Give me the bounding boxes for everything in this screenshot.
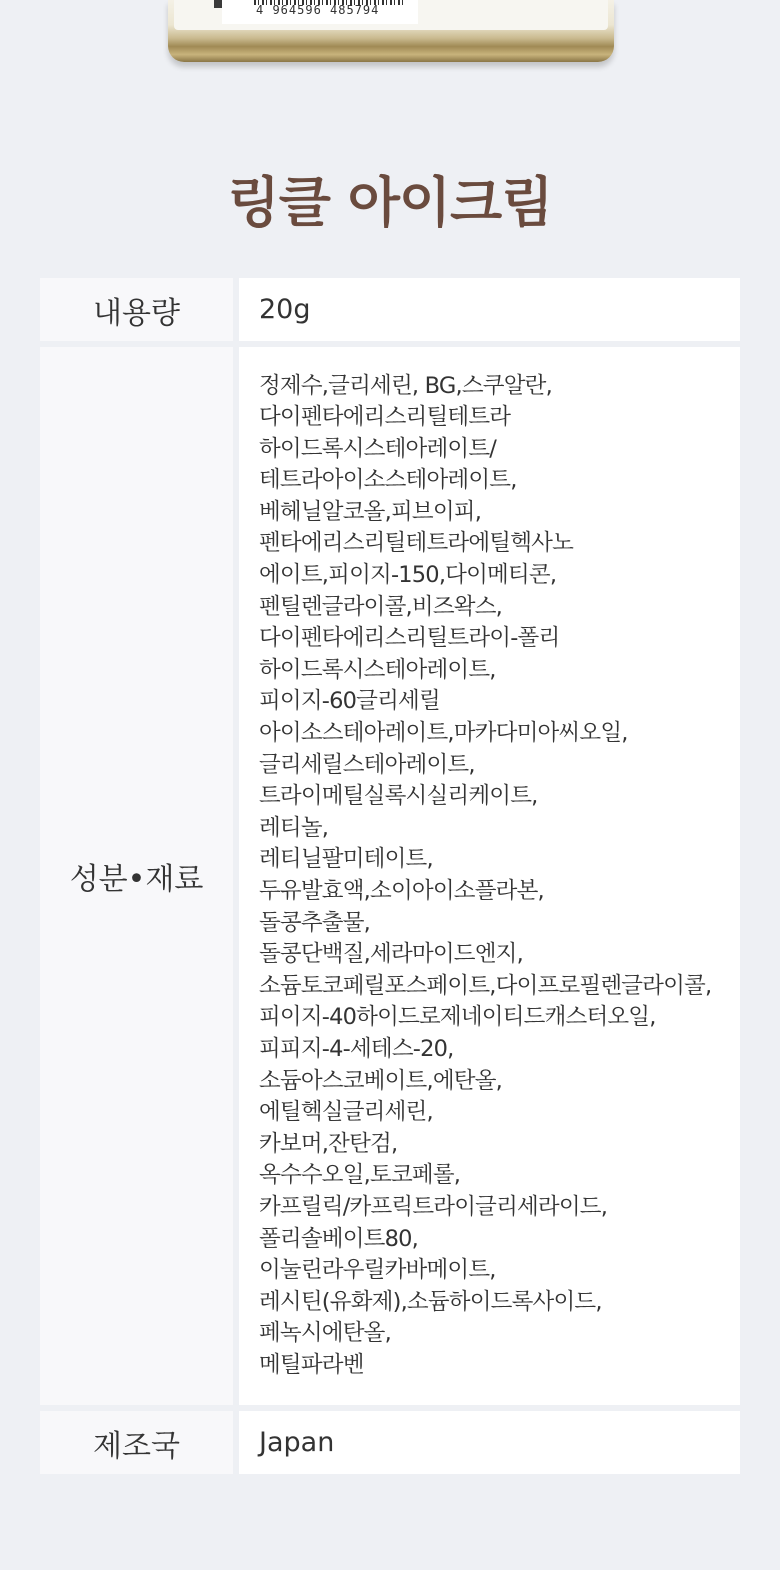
- ingredient-line: 베헤닐알코올,피브이피,: [259, 498, 482, 525]
- table-row-country: [40, 1411, 740, 1474]
- ingredient-line: 소듐아스코베이트,에탄올,: [259, 1067, 502, 1094]
- table-row-volume: [40, 278, 740, 341]
- ingredient-line: 레티닐팔미테이트,: [259, 846, 433, 873]
- ingredient-line: 돌콩추출물,: [259, 909, 371, 936]
- volume-label: 내용량: [40, 278, 233, 341]
- ingredient-line: 펜틸렌글라이콜,비즈왁스,: [259, 593, 502, 620]
- ingredient-line: 피이지-40하이드로제네이티드캐스터오일,: [259, 1004, 656, 1031]
- country-value: Japan: [239, 1411, 740, 1474]
- ingredient-line: 피이지-60글리세릴: [259, 688, 440, 715]
- pouch-label-area: [174, 0, 608, 30]
- ingredient-line: 아이소스테아레이트,마카다미아씨오일,: [259, 720, 628, 747]
- ingredient-line: 다이펜타에리스리틸테트라: [259, 404, 511, 431]
- ingredient-line: 에틸헥실글리세린,: [259, 1099, 433, 1126]
- ingredient-line: 테트라아이소스테아레이트,: [259, 467, 517, 494]
- ingredients-value: [239, 347, 740, 1405]
- ingredients-list: [259, 371, 711, 1382]
- barcode: [222, 0, 418, 24]
- table-row-ingredients: [40, 347, 740, 1405]
- ingredient-line: 페녹시에탄올,: [259, 1320, 391, 1347]
- ingredient-line: 펜타에리스리틸테트라에틸헥사노: [259, 530, 574, 557]
- ingredient-line: 레시틴(유화제),소듐하이드록사이드,: [259, 1288, 602, 1315]
- ingredient-line: 에이트,피이지-150,다이메티콘,: [259, 562, 557, 589]
- ingredient-line: 옥수수오일,토코페롤,: [259, 1162, 461, 1189]
- ingredient-line: 하이드록시스테아레이트,: [259, 656, 496, 683]
- barcode-number: 4 964596 485794: [256, 3, 380, 17]
- country-label: 제조국: [40, 1411, 233, 1474]
- ingredient-line: 레티놀,: [259, 814, 329, 841]
- ingredient-line: 이눌린라우릴카바메이트,: [259, 1257, 496, 1284]
- product-info-table: [40, 278, 740, 1480]
- ingredient-line: 정제수,글리세린, BG,스쿠알란,: [259, 372, 552, 399]
- ingredient-line: 트라이메틸실록시실리케이트,: [259, 783, 538, 810]
- ingredient-line: 두유발효액,소이아이소플라본,: [259, 878, 544, 904]
- ingredient-line: 하이드록시스테아레이트/: [259, 435, 497, 462]
- ingredient-line: 메틸파라벤: [259, 1351, 364, 1378]
- ingredient-line: 피피지-4-세테스-20,: [259, 1035, 454, 1062]
- ingredient-line: 돌콩단백질,세라마이드엔지,: [259, 941, 523, 968]
- ingredient-line: 카보머,잔탄검,: [259, 1130, 398, 1157]
- ingredient-line: 소듐토코페릴포스페이트,다이프로필렌글라이콜,: [259, 972, 712, 999]
- ingredient-line: 폴리솔베이트80,: [259, 1225, 418, 1252]
- product-title: 링클 아이크림: [227, 171, 553, 234]
- ingredient-line: 카프릴릭/카프릭트라이글리세라이드,: [259, 1193, 608, 1220]
- volume-value: 20g: [239, 278, 740, 341]
- ingredients-label: 성분•재료: [40, 347, 233, 1405]
- ingredient-line: 글리세릴스테아레이트,: [259, 751, 475, 778]
- product-pouch-image: [168, 0, 614, 66]
- ingredient-line: 다이펜타에리스리틸트라이-폴리: [259, 625, 560, 652]
